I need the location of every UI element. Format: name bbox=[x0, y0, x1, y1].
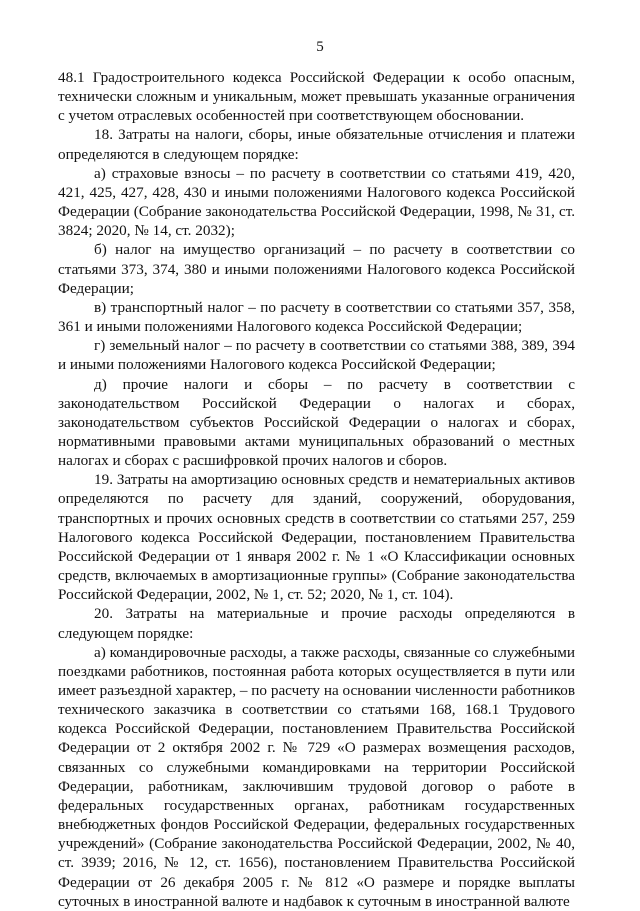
paragraph: 20. Затраты на материальные и прочие расходы определяются в следующем порядке: bbox=[58, 605, 575, 642]
paragraph: 19. Затраты на амортизацию основных средств и нематериальных активов определяются по расчету для зданий, сооружений, оборудования, транспортных и прочих основных средств в соответствии со статьями 257, 259 Налогового кодекса Российской Федерации, постановлением Правительства Российской Федерации от 1 января 2002 г. № 1 «О Классификации основных средств, включаемых в амортизационные группы» (Собрание законодательства Российской Федерации, 2002, № 1, ст. 52; 2020, № 1, ст. 104). bbox=[58, 471, 575, 604]
paragraph: а) страховые взносы – по расчету в соответствии со статьями 419, 420, 421, 425, 427, 428, 430 и иными положениями Налогового кодекса Российской Федерации (Собрание законодательства Российской Федерации, 1998, № 31, ст. 3824; 2020, № 14, ст. 2032); bbox=[58, 164, 575, 240]
paragraph: д) прочие налоги и сборы – по расчету в соответствии с законодательством Российской Федерации о налогах и сборах, законодательством субъектов Российской Федерации о налогах и сборах, нормативными правовыми актами муниципальных образований о местных налогах и сборах с расшифровкой прочих налогов и сборов. bbox=[58, 375, 575, 470]
paragraph: г) земельный налог – по расчету в соответствии со статьями 388, 389, 394 и иными положениями Налогового кодекса Российской Федерации; bbox=[58, 337, 575, 374]
paragraph: в) транспортный налог – по расчету в соответствии со статьями 357, 358, 361 и иными положениями Налогового кодекса Российской Федерации; bbox=[58, 298, 575, 336]
body-text bbox=[58, 68, 575, 911]
paragraph: 48.1 Градостроительного кодекса Российской Федерации к особо опасным, технически сложным и уникальным, может превышать указанные ограничения с учетом отраслевых особенностей при соответствующем обосновании. bbox=[58, 69, 575, 125]
page-number: 5 bbox=[316, 39, 324, 55]
paragraph: б) налог на имущество организаций – по расчету в соответствии со статьями 373, 374, 380 и иными положениями Налогового кодекса Российской Федерации; bbox=[58, 241, 575, 297]
paragraph: 18. Затраты на налоги, сборы, иные обязательные отчисления и платежи определяются в следующем порядке: bbox=[58, 126, 575, 163]
paragraph: а) командировочные расходы, а также расходы, связанные со служебными поездками работников, постоянная работа которых осуществляется в пути или имеет разъездной характер, – по расчету на основании численности работников технического заказчика в соответствии со статьями 168, 168.1 Трудового кодекса Российской Федерации, постановлением Правительства Российской Федерации от 2 октября 2002 г. № 729 «О размерах возмещения расходов, связанных со служебными командировками на территории Российской Федерации, работникам, заключившим трудовой договор о работе в федеральных государственных органах, работникам государственных внебюджетных фондов Российской Федерации, федеральных государственных учреждений» (Собрание законодательства Российской Федерации, 2002, № 40, ст. 3939; 2016, № 12, ст. 1656), постановлением Правительства Российской Федерации от 26 декабря 2005 г. № 812 «О размере и порядке выплаты суточных в иностранной валюте и надбавок к суточным в иностранной валюте bbox=[58, 643, 575, 910]
